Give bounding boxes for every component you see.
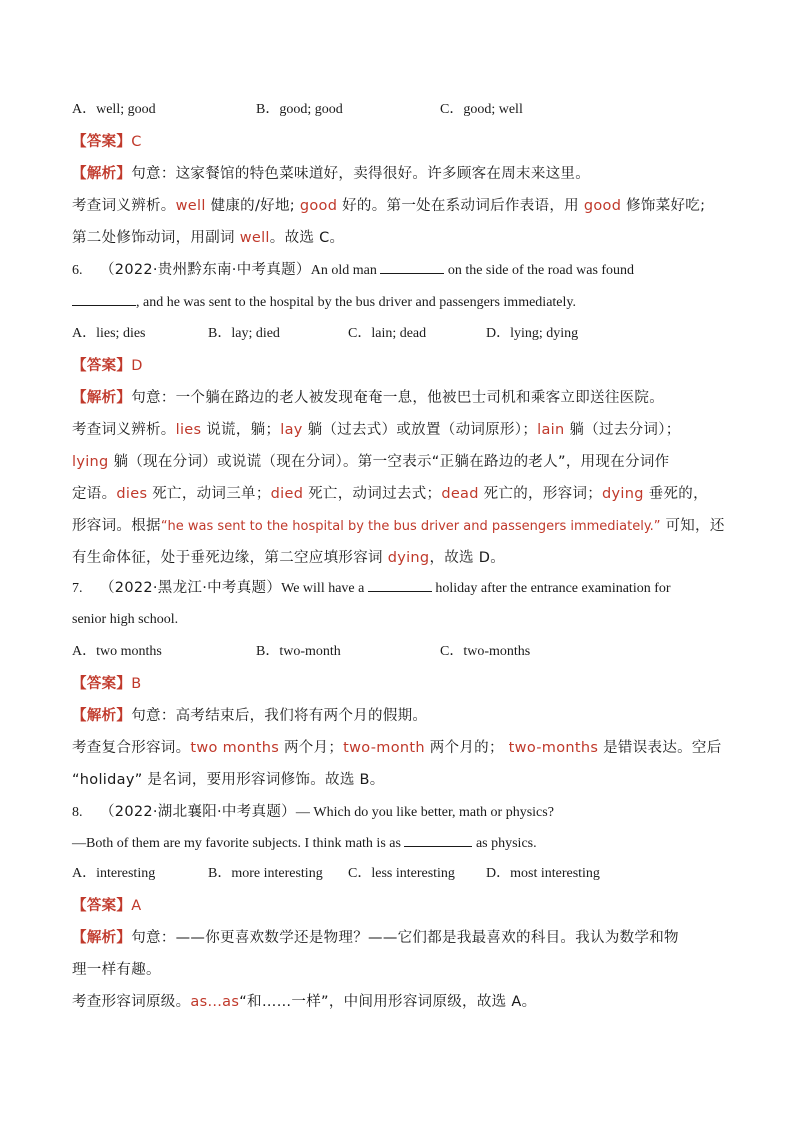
q6-analysis-5: 形容词。根据“he was sent to the hospital by the bus driver and passengers immediately.” 可知，还 [72,518,725,534]
q7-answer: 【答案】B [72,676,142,692]
q5-option-a: A．well; good [72,102,156,117]
q6-number: 6. [72,263,83,278]
q8-stem-2: —Both of them are my favorite subjects. I think math is as as physics. [72,832,722,855]
q6-stem-1: 6. （2022·贵州黔东南·中考真题）An old man on the side of the road was found [72,259,722,282]
q6-analysis-3: lying 躺（现在分词）或说谎（现在分词）。第一空表示“正躺在路边的老人”，用现在分词作 [72,454,670,470]
q5-option-c: C．good; well [440,102,523,117]
q7-option-a: A．two months [72,644,162,659]
q7-source: （2022·黑龙江·中考真题） [100,580,282,596]
q7-analysis-1: 【解析】句意：高考结束后，我们将有两个月的假期。 [72,708,428,724]
q6-analysis-2: 考查词义辨析。lies 说谎，躺；lay 躺（过去式）或放置（动词原形）；lain 躺（过去分词）； [72,422,681,438]
q5-option-b: B．good; good [256,102,343,117]
q6-answer: 【答案】D [72,358,143,374]
q6-source: （2022·贵州黔东南·中考真题） [100,262,311,278]
q6-stem-2: , and he was sent to the hospital by the bus driver and passengers immediately. [72,291,722,314]
q5-analysis-2: 考查词义辨析。well 健康的/好地; good 好的。第一处在系动词后作表语，用 good 修饰菜好吃; [72,198,706,214]
q6-blank-1 [380,259,444,274]
q8-answer: 【答案】A [72,898,142,914]
q5-analysis-text: 句意：这家餐馆的特色菜味道好，卖得很好。许多顾客在周末来这里。 [131,166,591,182]
q5-answer-value: C [131,134,142,150]
q8-source: （2022·湖北襄阳·中考真题） [100,804,296,820]
q6-blank-2 [72,291,136,306]
q7-number: 7. [72,581,83,596]
q8-analysis-2: 理一样有趣。 [72,962,161,978]
q8-blank [404,832,472,847]
q6-analysis-1: 【解析】句意：一个躺在路边的老人被发现奄奄一息，他被巴士司机和乘客立即送往医院。 [72,390,665,406]
q8-stem-1: 8. （2022·湖北襄阳·中考真题）— Which do you like better, math or physics? [72,801,722,824]
q7-answer-value: B [131,676,142,692]
answer-tag: 答案 [86,134,117,150]
q5-answer: 【答案】C [72,134,142,150]
q6-analysis-6: 有生命体征，处于垂死边缘，第二空应填形容词 dying，故选 D。 [72,550,506,566]
q7-stem-1: 7. （2022·黑龙江·中考真题）We will have a holiday after the entrance examination for [72,577,722,600]
q8-option-b: B．more interesting [208,866,323,881]
q8-answer-value: A [131,898,142,914]
q7-analysis-2: 考查复合形容词。two months 两个月；two-month 两个月的； two-months 是错误表达。空后 [72,740,722,756]
q6-option-c: C．lain; dead [348,326,427,341]
analysis-tag: 解析 [86,166,117,182]
q7-blank [368,577,432,592]
q5-analysis-1: 【解析】句意：这家餐馆的特色菜味道好，卖得很好。许多顾客在周末来这里。 [72,166,591,182]
q8-number: 8. [72,805,83,820]
q6-option-d: D．lying; dying [486,326,579,341]
q7-option-b: B．two-month [256,644,341,659]
q8-analysis-3: 考查形容词原级。as...as“和……一样”，中间用形容词原级，故选 A。 [72,994,537,1010]
q8-option-c: C．less interesting [348,866,455,881]
q7-option-c: C．two-months [440,644,531,659]
q6-analysis-4: 定语。dies 死亡，动词三单；died 死亡，动词过去式；dead 死亡的，形容词；dying 垂死的， [72,486,708,502]
q6-option-a: A．lies; dies [72,326,146,341]
q6-answer-value: D [131,358,143,374]
q8-option-d: D．most interesting [486,866,600,881]
q6-option-b: B．lay; died [208,326,280,341]
q5-analysis-3: 第二处修饰动词，用副词 well。故选 C。 [72,230,345,246]
q7-stem-2: senior high school. [72,612,179,627]
q8-option-a: A．interesting [72,866,156,881]
q7-analysis-3: “holiday” 是名词，要用形容词修饰。故选 B。 [72,772,385,788]
q8-analysis-1: 【解析】句意：——你更喜欢数学还是物理？——它们都是我最喜欢的科目。我认为数学和物 [72,930,679,946]
